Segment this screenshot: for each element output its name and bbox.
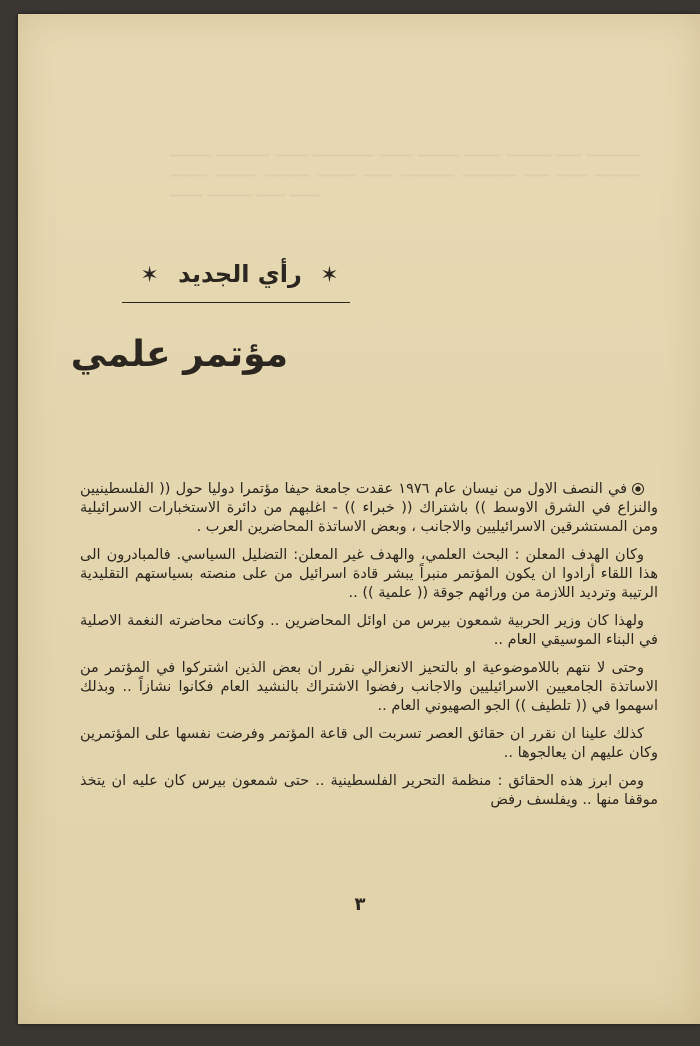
paragraph: وحتى لا نتهم باللاموضوعية او بالتحيز الانعزالي نقرر ان بعض الذين اشتركوا في المؤتمر من الاساتذة الجامعيين الاسرائيليين والاجانب رفضوا الاشتراك بالنشيد العام فكانوا نشازاً .. وبذلك اسهموا في (( تلطيف )) الجو الصهيوني العام ..: [80, 660, 658, 714]
heading-underline: [122, 302, 350, 303]
page-number: ٣: [354, 894, 366, 915]
article-body: [80, 480, 658, 819]
document-page: [18, 14, 700, 1024]
paragraph: وكان الهدف المعلن : البحث العلمي، والهدف غير المعلن: التضليل السياسي. فالمبادرون الى هذا اللقاء أرادوا ان يكون المؤتمر منبراً يبشر قادة اسرائيل من على منصته بسياستهم التقليدية الرتيبة وترديد اللازمة من ورائهم جوقة (( علمية )) ..: [80, 547, 658, 601]
star-icon: ✶: [320, 263, 340, 288]
paragraph: [80, 480, 658, 537]
paragraph: ومن ابرز هذه الحقائق : منظمة التحرير الفلسطينية .. حتى شمعون بيرس كان عليه ان يتخذ موقفا منها .. ويفلسف رفض: [80, 773, 658, 808]
show-through-texture: ــــــــــ ـــــــــــــ ــــــــ ـــــــــــــــ ــــــــ ــــــــــ ـــــــــ ـــــــــــ ــــــ ـــــــــــــ ـــــــــ ــــــــــ ـــــــــــ ـــــــــ ـــــــ ـــــــــــــ ـــــــــــــ ــــــ ـــــــ ـــــــــــ ــــــــ ـــــــــــ ـــــــ ـــــــ: [170, 144, 640, 200]
section-heading-text: رأي الجديد: [178, 260, 302, 288]
bullet-icon: [632, 483, 644, 495]
section-heading: [125, 260, 355, 288]
paragraph: ولهذا كان وزير الحربية شمعون بيرس من اوائل المحاضرين .. وكانت محاضرته النغمة الاصلية في البناء الموسيقي العام ..: [80, 613, 658, 648]
paragraph-text: في النصف الاول من نيسان عام ١٩٧٦ عقدت جامعة حيفا مؤتمرا دوليا حول (( الفلسطينيين والنزاع في الشرق الاوسط )) باشتراك (( خبراء )) - اغلبهم من دائرة الاستخبارات الاسرائيلية ومن المستشرقين الاسرائيليين والاجانب ، وبعض الاساتذة المحاضرين العرب .: [80, 481, 658, 535]
paragraph: كذلك علينا ان نقرر ان حقائق العصر تسربت الى قاعة المؤتمر وفرضت نفسها على المؤتمرين وكان عليهم ان يعالجوها ..: [80, 726, 658, 761]
article-title: مؤتمر علمي: [70, 334, 288, 375]
star-icon: ✶: [140, 263, 160, 288]
